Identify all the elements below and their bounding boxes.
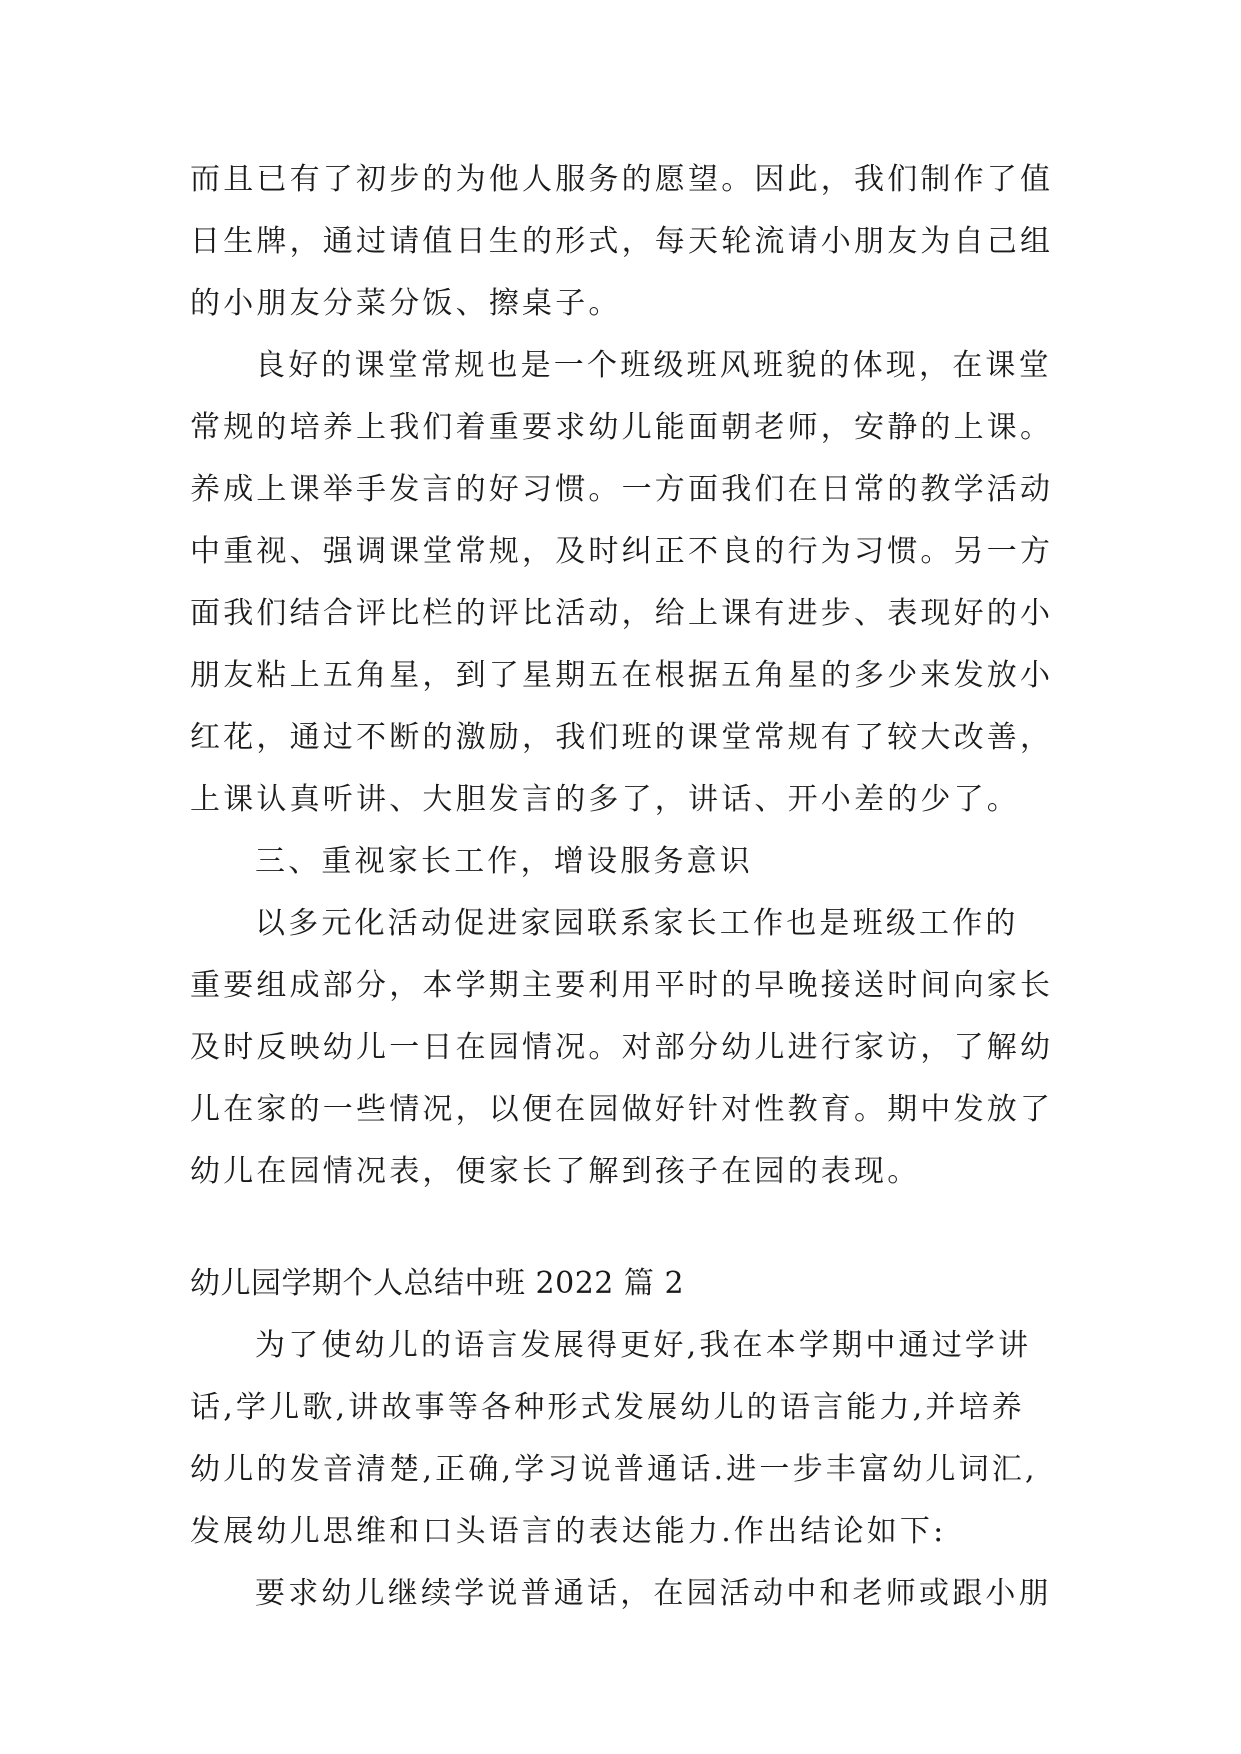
text-line: 常规的培养上我们着重要求幼儿能面朝老师，安静的上课。 bbox=[190, 410, 1054, 445]
paragraph-first-line: 以多元化活动促进家园联系家长工作也是班级工作的 bbox=[255, 906, 1019, 941]
paragraph-first-line: 要求幼儿继续学说普通话，在园活动中和老师或跟小朋 bbox=[255, 1576, 1052, 1611]
text-line: 幼儿在园情况表，便家长了解到孩子在园的表现。 bbox=[190, 1154, 921, 1189]
article-title: 幼儿园学期个人总结中班 2022 篇 2 bbox=[190, 1266, 685, 1301]
text-line: 养成上课举手发言的好习惯。一方面我们在日常的教学活动 bbox=[190, 472, 1054, 507]
paragraph-first-line: 为了使幼儿的语言发展得更好,我在本学期中通过学讲 bbox=[255, 1328, 1032, 1363]
text-line: 幼儿的发音清楚,正确,学习说普通话.进一步丰富幼儿词汇, bbox=[190, 1452, 1038, 1487]
text-line: 中重视、强调课堂常规，及时纠正不良的行为习惯。另一方 bbox=[190, 534, 1054, 569]
text-line: 日生牌，通过请值日生的形式，每天轮流请小朋友为自己组 bbox=[190, 224, 1054, 259]
text-line: 面我们结合评比栏的评比活动，给上课有进步、表现好的小 bbox=[190, 596, 1054, 631]
section-subheading: 三、重视家长工作，增设服务意识 bbox=[255, 844, 753, 879]
text-line: 发展幼儿思维和口头语言的表达能力.作出结论如下: bbox=[190, 1514, 947, 1549]
text-line: 及时反映幼儿一日在园情况。对部分幼儿进行家访，了解幼 bbox=[190, 1030, 1054, 1065]
text-line: 上课认真听讲、大胆发言的多了，讲话、开小差的少了。 bbox=[190, 782, 1020, 817]
text-line: 朋友粘上五角星，到了星期五在根据五角星的多少来发放小 bbox=[190, 658, 1054, 693]
text-line: 儿在家的一些情况，以便在园做好针对性教育。期中发放了 bbox=[190, 1092, 1054, 1127]
text-line: 的小朋友分菜分饭、擦桌子。 bbox=[190, 286, 622, 321]
text-line: 重要组成部分，本学期主要利用平时的早晚接送时间向家长 bbox=[190, 968, 1054, 1003]
paragraph-first-line: 良好的课堂常规也是一个班级班风班貌的体现，在课堂 bbox=[255, 348, 1052, 383]
text-line: 红花，通过不断的激励，我们班的课堂常规有了较大改善， bbox=[190, 720, 1054, 755]
text-line: 而且已有了初步的为他人服务的愿望。因此，我们制作了值 bbox=[190, 162, 1054, 197]
text-line: 话,学儿歌,讲故事等各种形式发展幼儿的语言能力,并培养 bbox=[190, 1390, 1026, 1425]
